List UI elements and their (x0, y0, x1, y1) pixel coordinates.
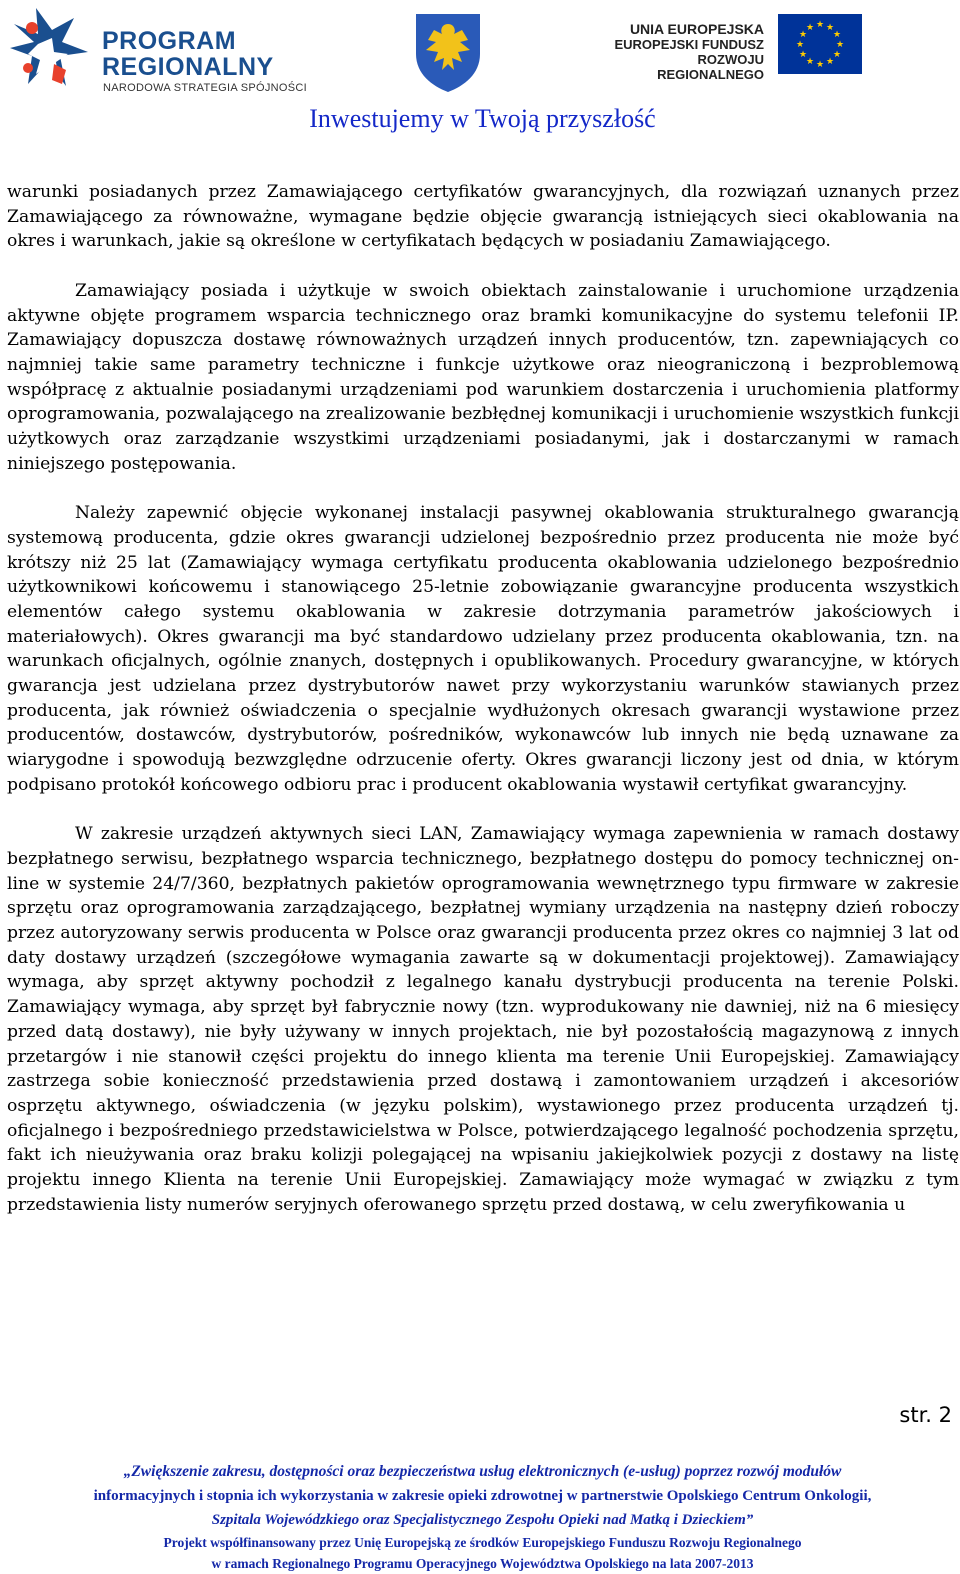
page-header (0, 0, 960, 150)
svg-text:★: ★ (815, 20, 825, 30)
footer-cofinancing-line1: Projekt współfinansowany przez Unię Europejską ze środków Europejskiego Funduszu Rozwoju Regionalnego (163, 1535, 802, 1550)
opolskie-eagle-crest-icon (412, 10, 484, 94)
footer-project-title-line1: „Zwiększenie zakresu, dostępności oraz bezpieczeństwa usług elektronicznych (e-usług) poprzez rozwój modułów (123, 1463, 842, 1480)
slogan: Inwestujemy w Twoją przyszłość (309, 104, 656, 133)
svg-text:★: ★ (798, 30, 808, 40)
svg-text:★: ★ (835, 40, 845, 50)
svg-text:★: ★ (805, 23, 815, 33)
document-body (7, 180, 959, 1242)
program-subtitle: NARODOWA STRATEGIA SPÓJNOŚCI (103, 82, 307, 94)
page-footer (0, 1460, 960, 1574)
footer-cofinancing-line2: w ramach Regionalnego Programu Operacyjnego Województwa Opolskiego na lata 2007-2013 (211, 1556, 754, 1571)
footer-project-title-line3: Szpitala Wojewódzkiego oraz Specjalistycznego Zespołu Opieki nad Matką i Dzieckiem” (211, 1512, 754, 1528)
star-logo-icon (8, 4, 94, 96)
program-title (102, 28, 274, 80)
svg-text:★: ★ (815, 60, 825, 70)
program-regionalny-logo (8, 4, 307, 96)
program-title-line1: PROGRAM (102, 27, 237, 55)
eu-line1: UNIA EUROPEJSKA (629, 21, 764, 37)
eu-text-block (596, 22, 764, 82)
program-title-line2: REGIONALNY (102, 53, 274, 81)
paragraph: Zamawiający posiada i użytkuje w swoich obiektach zainstalowanie i uruchomione urządzenia aktywne objęte programem wsparcia technicznego oraz bramki komunikacyjne do systemu telefonii IP. Zamawiający dopuszcza dostawę równoważnych urządzeń innych producentów, tzn. zapewniających co najmniej takie same parametry techniczne i funkcje użytkowe oraz nieograniczoną i bezproblemową współpracę z aktualnie posiadanymi urządzeniami pod warunkiem dostarczenia i uruchomienia platformy oprogramowania, pozwalającego na zrealizowanie bezbłędnej komunikacji i uruchomienie wszystkich funkcji użytkowych oraz zarządzanie wszystkimi urządzeniami posiadanymi, jak i dostarczanymi w ramach niniejszego postępowania. (7, 280, 959, 474)
svg-text:★: ★ (832, 30, 842, 40)
eu-line3: ROZWOJU REGIONALNEGO (657, 52, 764, 82)
page-number: str. 2 (899, 1403, 952, 1427)
svg-text:★: ★ (795, 40, 805, 50)
svg-text:★: ★ (798, 50, 808, 60)
paragraph: W zakresie urządzeń aktywnych sieci LAN, Zamawiający wymaga zapewnienia w ramach dostawy bezpłatnego serwisu, bezpłatnego wsparcia technicznego, bezpłatnego dostępu do pomocy technicznej on-line w systemie 24/7/360, bezpłatnych pakietów oprogramowania wewnętrznego typu firmware w zakresie sprzętu oraz oprogramowania zarządzającego, bezpłatnej wymiany urządzenia na następny dzień roboczy przez autoryzowany serwis producenta w Polsce oraz gwarancji producenta przez okres co najmniej 3 lat od daty dostawy urządzeń (szczegółowe wymagania zawarte są w dokumentacji projektowej). Zamawiający wymaga, aby sprzęt aktywny pochodził z legalnego kanału dystrybucji producenta na terenie Polski. Zamawiający wymaga, aby sprzęt był fabrycznie nowy (tzn. wyprodukowany nie dawniej, niż na 6 miesięcy przed datą dostawy), nie były używany w innych projektach, nie był pozostałością magazynową z innych przetargów i nie stanowił części projektu do innego klienta ma terenie Unii Europejskiej. Zamawiający zastrzega sobie konieczność przedstawienia przed dostawą i zamontowaniem urządzeń i akcesoriów osprzętu aktywnego, oświadczenia (w języku polskim), wystawionego przez producenta urządzeń tj. oficjalnego i bezpośredniego przedstawicielstwa w Polsce, potwierdzającego legalność pochodzenia sprzętu, fakt ich nieużywania oraz braku kolizji polegającej na wpisaniu jakiejkolwiek pozycji z dostawy na listę projektu innego Klienta na terenie Unii Europejskiej. Zamawiający może wymagać w związku z tym przedstawienia listy numerów seryjnych oferowanego sprzętu przed dostawą, w celu zweryfikowania u (7, 824, 959, 1215)
eu-line2: EUROPEJSKI FUNDUSZ (614, 37, 764, 52)
eu-flag-icon (778, 14, 862, 74)
paragraph: warunki posiadanych przez Zamawiającego certyfikatów gwarancyjnych, dla rozwiązań uznanych przez Zamawiającego za równoważne, wymagane będzie objęcie gwarancją istniejących sieci okablowania na okres i warunkach, jakie są określone w certyfikatach będących w posiadaniu Zamawiającego. (7, 182, 959, 252)
svg-text:★: ★ (825, 57, 835, 67)
svg-text:★: ★ (805, 57, 815, 67)
paragraph: Należy zapewnić objęcie wykonanej instalacji pasywnej okablowania strukturalnego gwarancją systemową producenta, gdzie okres gwarancji udzielonej bezpośrednio przez producenta nie może być krótszy niż 25 lat (Zamawiający wymaga certyfikatu producenta okablowania udzielonego bezpośrednio użytkownikowi końcowemu i stanowiącego 25-letnie zobowiązanie gwarancyjne producenta wszystkich elementów całego systemu okablowania w zakresie dotrzymania parametrów jakościowych i materiałowych). Okres gwarancji ma być standardowo udzielany przez producenta okablowania, tzn. na warunkach oficjalnych, ogólnie znanych, dostępnych i opublikowanych. Procedury gwarancyjne, w których gwarancja jest udzielana przez dystrybutorów nawet przy wykorzystaniu warunków stawianych przez producenta, jak również oświadczenia o specjalnie wydłużonych okresach gwarancji wystawione przez producentów, dostawców, dystrybutorów, pośredników, wykonawców lub innych nie będą uznawane za wiarygodne i spowodują bezwzględne odrzucenie oferty. Okres gwarancji liczony jest od dnia, w którym podpisano protokół końcowego odbioru prac i producent okablowania wystawił certyfikat gwarancyjny. (7, 503, 959, 795)
svg-text:★: ★ (832, 50, 842, 60)
footer-project-title-line2: informacyjnych i stopnia ich wykorzystania w zakresie opieki zdrowotnej w partnerstwie Opolskiego Centrum Onkologii, (93, 1488, 872, 1504)
svg-text:★: ★ (825, 23, 835, 33)
